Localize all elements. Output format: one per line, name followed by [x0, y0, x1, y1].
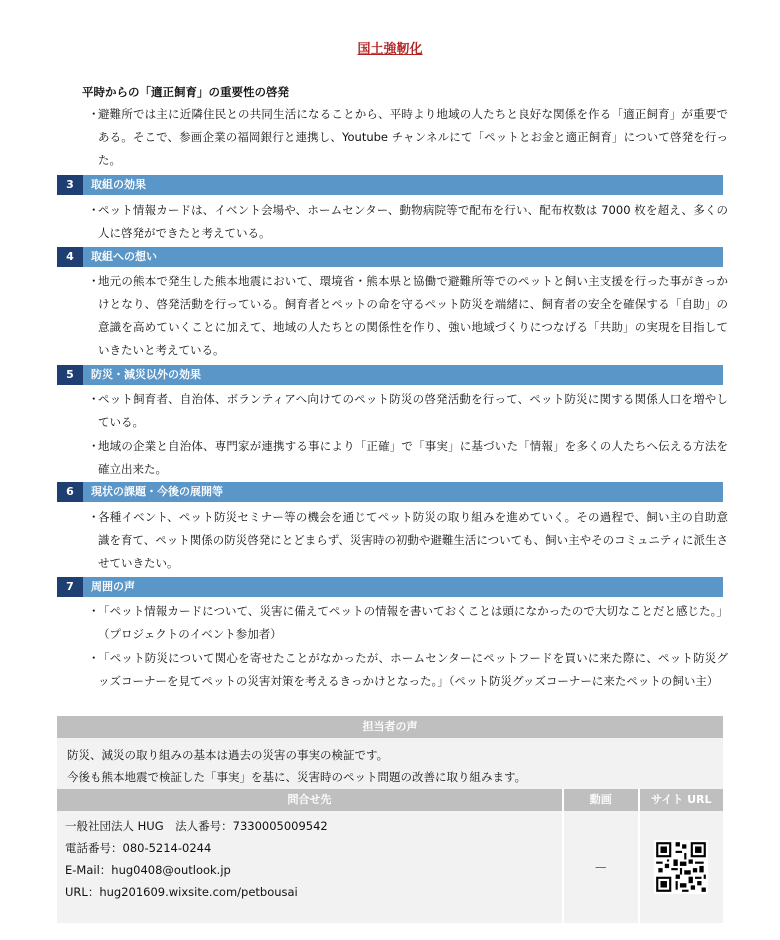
bullet-mark: ・ — [88, 392, 100, 406]
bullet-mark: ・ — [88, 274, 100, 288]
contact-header-row — [57, 789, 723, 811]
staff-voice-header: 担当者の声 — [57, 716, 723, 738]
intro-text: 避難所では主に近隣住民との共同生活になることから、平時より地域の人たちと良好な関係を作る「適正飼育」が重要である。そこで、参画企業の福岡銀行と連携し、Youtube チャンネルにて「ペットとお金と適正飼育」について啓発を行った。 — [98, 107, 728, 167]
section-label: 防災・減災以外の効果 — [91, 368, 201, 381]
phone-line: 電話番号：080-5214-0244 — [65, 841, 212, 855]
item-text: 地元の熊本で発生した熊本地震において、環境省・熊本県と協働で避難所等でのペットと飼い主支援を行った事がきっかけとなり、啓発活動を行っている。飼育者とペットの命を守るペット防災を端緒に、飼育者の安全を確保する「自助」の意識を高めていくことに加えて、地域の人たちとの関係性を作り、強い地域づくりにつなげる「共助」の実現を目指していきたいと考えている。 — [98, 274, 728, 357]
bullet-mark: ・ — [88, 604, 100, 618]
section-bar-6 — [57, 482, 723, 502]
bullet-mark: ・ — [88, 439, 100, 453]
qr-code-icon[interactable] — [654, 840, 708, 894]
bullet-mark: ・ — [88, 651, 100, 665]
section-5-item-1 — [88, 388, 728, 434]
item-text: 「ペット情報カードについて、災害に備えてペットの情報を書いておくことは頭になかったので大切なことだと感じた。」（プロジェクトのイベント参加者） — [98, 604, 728, 641]
section-number: 3 — [57, 175, 83, 195]
contact-header: 問合せ先 — [57, 789, 562, 811]
section-3-item — [88, 199, 728, 245]
item-text: 各種イベント、ペット防災セミナー等の機会を通じてペット防災の取り組みを進めていく。その過程で、飼い主の自助意識を育て、ペット関係の防災啓発にとどまらず、災害時の初動や避難生活についても、飼い主やそのコミュニティに派生させていきたい。 — [98, 510, 728, 570]
staff-voice-box — [57, 716, 723, 794]
section-7-item-1 — [88, 600, 728, 646]
item-text: 地域の企業と自治体、専門家が連携する事により「正確」で「事実」に基づいた「情報」を多くの人たちへ伝える方法を確立出来た。 — [98, 439, 728, 476]
contact-table — [57, 789, 723, 923]
item-text: ペット情報カードは、イベント会場や、ホームセンター、動物病院等で配布を行い、配布枚数は 7000 枚を超え、多くの人に啓発ができたと考えている。 — [98, 203, 728, 240]
section-label: 取組の効果 — [91, 178, 146, 191]
contact-info — [57, 811, 562, 923]
org-line: 一般社団法人 HUG 法人番号：7330005009542 — [65, 819, 328, 833]
section-bar-7 — [57, 577, 723, 597]
section-6-item — [88, 506, 728, 575]
section-7-item-2 — [88, 647, 728, 693]
site-url-header: サイト URL — [638, 789, 724, 811]
bullet-mark: ・ — [88, 510, 100, 524]
site-url-cell — [638, 811, 723, 923]
email-line[interactable]: E-Mail：hug0408@outlook.jp — [65, 863, 231, 877]
section-4-item — [88, 270, 728, 362]
section-bar-5 — [57, 365, 723, 385]
section-5-item-2 — [88, 435, 728, 481]
bullet-mark: ・ — [88, 203, 100, 217]
voice-line: 防災、減災の取り組みの基本は過去の災害の事実の検証です。 — [67, 748, 389, 762]
section-bar-4 — [57, 247, 723, 267]
section-label: 現状の課題・今後の展開等 — [91, 485, 223, 498]
voice-line: 今後も熊本地震で検証した「事実」を基に、災害時のペット問題の改善に取り組みます。 — [67, 770, 527, 784]
staff-voice-text — [57, 738, 723, 794]
url-line[interactable]: URL：hug201609.wixsite.com/petbousai — [65, 885, 298, 899]
subhead: 平時からの「適正飼育」の重要性の啓発 — [82, 85, 289, 99]
intro-paragraph — [88, 103, 728, 172]
section-number: 7 — [57, 577, 83, 597]
section-label: 周囲の声 — [91, 580, 135, 593]
bullet-mark: ・ — [88, 107, 100, 121]
section-number: 4 — [57, 247, 83, 267]
video-cell: — — [562, 811, 638, 923]
page-title: 国土強靭化 — [357, 42, 423, 57]
section-number: 5 — [57, 365, 83, 385]
item-text: ペット飼育者、自治体、ボランティアへ向けてのペット防災の啓発活動を行って、ペット防災に関する関係人口を増やしている。 — [98, 392, 728, 429]
section-label: 取組への想い — [91, 250, 157, 263]
contact-body-row — [57, 811, 723, 923]
video-header: 動画 — [562, 789, 638, 811]
section-bar-3 — [57, 175, 723, 195]
item-text: 「ペット防災について関心を寄せたことがなかったが、ホームセンターにペットフードを買いに来た際に、ペット防災グッズコーナーを見てペットの災害対策を考えるきっかけとなった。」（ペット防災グッズコーナーに来たペットの飼い主） — [98, 651, 728, 688]
section-number: 6 — [57, 482, 83, 502]
